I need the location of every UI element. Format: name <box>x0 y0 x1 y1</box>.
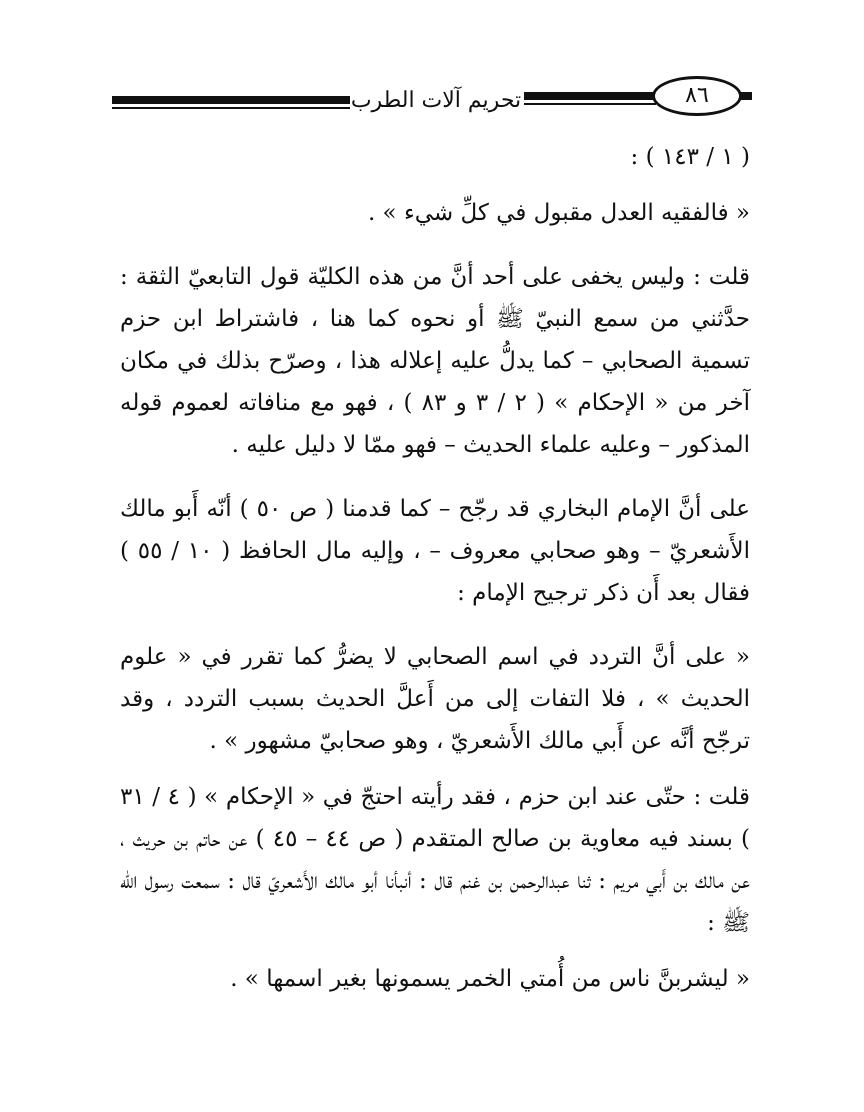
paragraph-1: قلت : وليس يخفى على أحد أنَّ من هذه الكليّة قول التابعيّ الثقة : حدَّثني من سمع النبيّ ﷺ أو نحوه كما هنا ، فاشتراط ابن حزم تسمية الصحابي – كما يدلُّ عليه إعلاله هذا ، وصرّح بذلك في مكان آخر من « الإحكام » ( ٢ / ٣ و ٨٣ ) ، فهو مع منافاته لعموم قوله المذكور – وعليه علماء الحديث – فهو ممّا لا دليل عليه . <box>120 264 750 458</box>
running-title: تحريم آلات الطرب <box>350 88 522 113</box>
page-body <box>120 136 750 1000</box>
paragraph-2: على أنَّ الإمام البخاري قد رجّح – كما قدمنا ( ص ٥٠ ) أنّه أَبو مالك الأَشعريّ – وهو صحابي معروف – ، وإليه مال الحافظ ( ١٠ / ٥٥ ) فقال بعد أَن ذكر ترجيح الإمام : <box>120 496 750 606</box>
header-rule-middle-thin <box>524 103 656 105</box>
paragraph-citation: ( ١ / ١٤٣ ) : <box>630 144 750 170</box>
header-rule-left-thin <box>112 107 350 109</box>
paragraph-quote-1: « فالفقيه العدل مقبول في كلِّ شيء » . <box>367 200 750 226</box>
header-rule-left <box>112 96 350 104</box>
page-number: ٨٦ <box>652 76 742 116</box>
paragraph-hadith: « ليشربنَّ ناس من أُمتي الخمر يسمونها بغير اسمها » . <box>230 966 750 992</box>
paragraph-quote-2: « على أنَّ التردد في اسم الصحابي لا يضرُّ كما تقرر في « علوم الحديث » ، فلا التفات إلى من أَعلَّ الحديث بسبب التردد ، وقد ترجّح أنَّه عن أَبي مالك الأَشعريّ ، وهو صحابيّ مشهور » . <box>120 644 750 754</box>
page-header <box>112 68 752 122</box>
paragraph-3: قلت : حتّى عند ابن حزم ، فقد رأيته احتجّ في « الإحكام » ( ٤ / ٣١ ) بسند فيه معاوية بن صالح المتقدم ( ص ٤٤ – ٤٥ ) عن حاتم بن حريث ، عن مالك بن أَبي مريم : ثنا عبدالرحمن بن غنم قال : أنبأنا أبو مالك الأَشعريّ قال : سمعت رسول الله ﷺ : <box>120 784 751 936</box>
header-rule-middle <box>524 92 656 100</box>
